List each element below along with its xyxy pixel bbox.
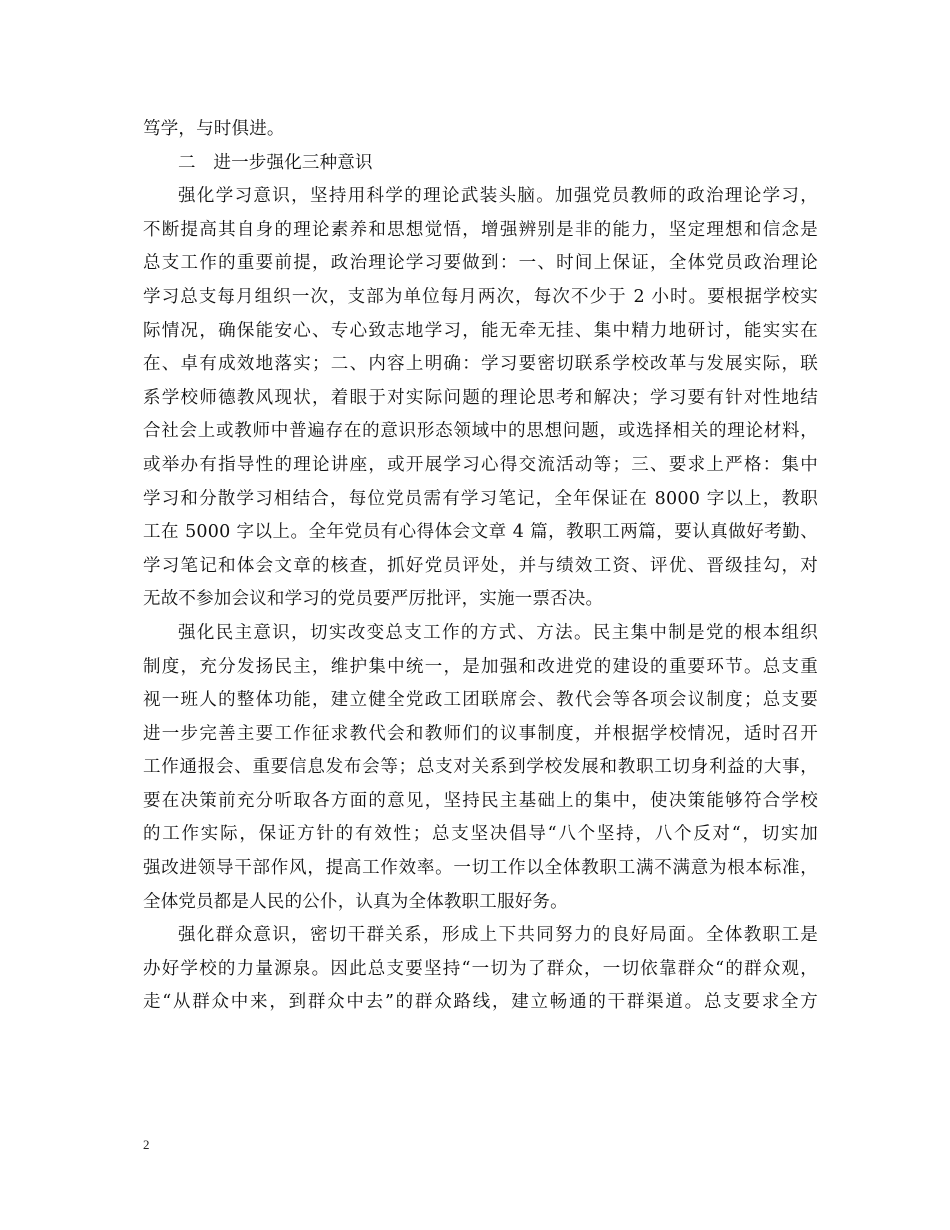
text-line: 工在 5000 字以上。全年党员有心得体会文章 4 篇，教职工两篇，要认真做好考勤、 [143, 522, 818, 543]
section-heading: 二 进一步强化三种意识 [178, 152, 373, 173]
text-line: 的工作实际，保证方针的有效性；总支坚决倡导“八个坚持，八个反对“，切实加 [143, 824, 818, 845]
document-body [143, 113, 818, 1020]
text-line: 进一步完善主要工作征求教代会和教师们的议事制度，并根据学校情况，适时召开 [143, 723, 818, 744]
text-line: 际情况，确保能安心、专心致志地学习，能无牵无挂、集中精力地研讨，能实实在 [143, 320, 818, 341]
text-line: 走“从群众中来，到群众中去”的群众路线，建立畅通的干群渠道。总支要求全方 [143, 992, 818, 1013]
text-line: 在、卓有成效地落实；二、内容上明确：学习要密切联系学校改革与发展实际，联 [143, 354, 818, 375]
text-line: 全体党员都是人民的公仆，认真为全体教职工服好务。 [143, 891, 568, 912]
text-line: 制度，充分发扬民主，维护集中统一，是加强和改进党的建设的重要环节。总支重 [143, 656, 818, 677]
text-line: 或举办有指导性的理论讲座，或开展学习心得交流活动等；三、要求上严格：集中 [143, 454, 818, 475]
text-line: 学习笔记和体会文章的核查，抓好党员评处，并与绩效工资、评优、晋级挂勾，对 [143, 555, 818, 576]
text-line: 笃学，与时俱进。 [143, 119, 285, 139]
text-line: 强改进领导干部作风，提高工作效率。一切工作以全体教职工满不满意为根本标准， [143, 858, 818, 879]
text-line: 强化群众意识，密切干群关系，形成上下共同努力的良好局面。全体教职工是 [178, 925, 818, 946]
text-line: 强化民主意识，切实改变总支工作的方式、方法。民主集中制是党的根本组织 [178, 622, 818, 643]
text-line: 强化学习意识，坚持用科学的理论武装头脑。加强党员教师的政治理论学习， [178, 186, 818, 207]
text-line: 办好学校的力量源泉。因此总支要坚持“一切为了群众，一切依靠群众“的群众观， [143, 958, 818, 979]
text-line: 工作通报会、重要信息发布会等；总支对关系到学校发展和教职工切身利益的大事， [143, 757, 818, 778]
text-line: 视一班人的整体功能，建立健全党政工团联席会、教代会等各项会议制度；总支要 [143, 690, 818, 711]
page-number: 2 [143, 1137, 150, 1152]
text-line: 要在决策前充分听取各方面的意见，坚持民主基础上的集中，使决策能够符合学校 [143, 790, 818, 811]
text-line: 总支工作的重要前提，政治理论学习要做到：一、时间上保证，全体党员政治理论 [143, 253, 818, 274]
text-line: 无故不参加会议和学习的党员要严厉批评，实施一票否决。 [143, 589, 604, 610]
text-line: 系学校师德教风现状，着眼于对实际问题的理论思考和解决；学习要有针对性地结 [143, 387, 818, 408]
text-line: 合社会上或教师中普遍存在的意识形态领域中的思想问题，或选择相关的理论材料， [143, 421, 818, 442]
text-line: 学习和分散学习相结合，每位党员需有学习笔记，全年保证在 8000 字以上，教职 [143, 488, 818, 509]
text-line: 学习总支每月组织一次，支部为单位每月两次，每次不少于 2 小时。要根据学校实 [143, 286, 818, 307]
text-line: 不断提高其自身的理论素养和思想觉悟，增强辨别是非的能力，坚定理想和信念是 [143, 219, 818, 240]
